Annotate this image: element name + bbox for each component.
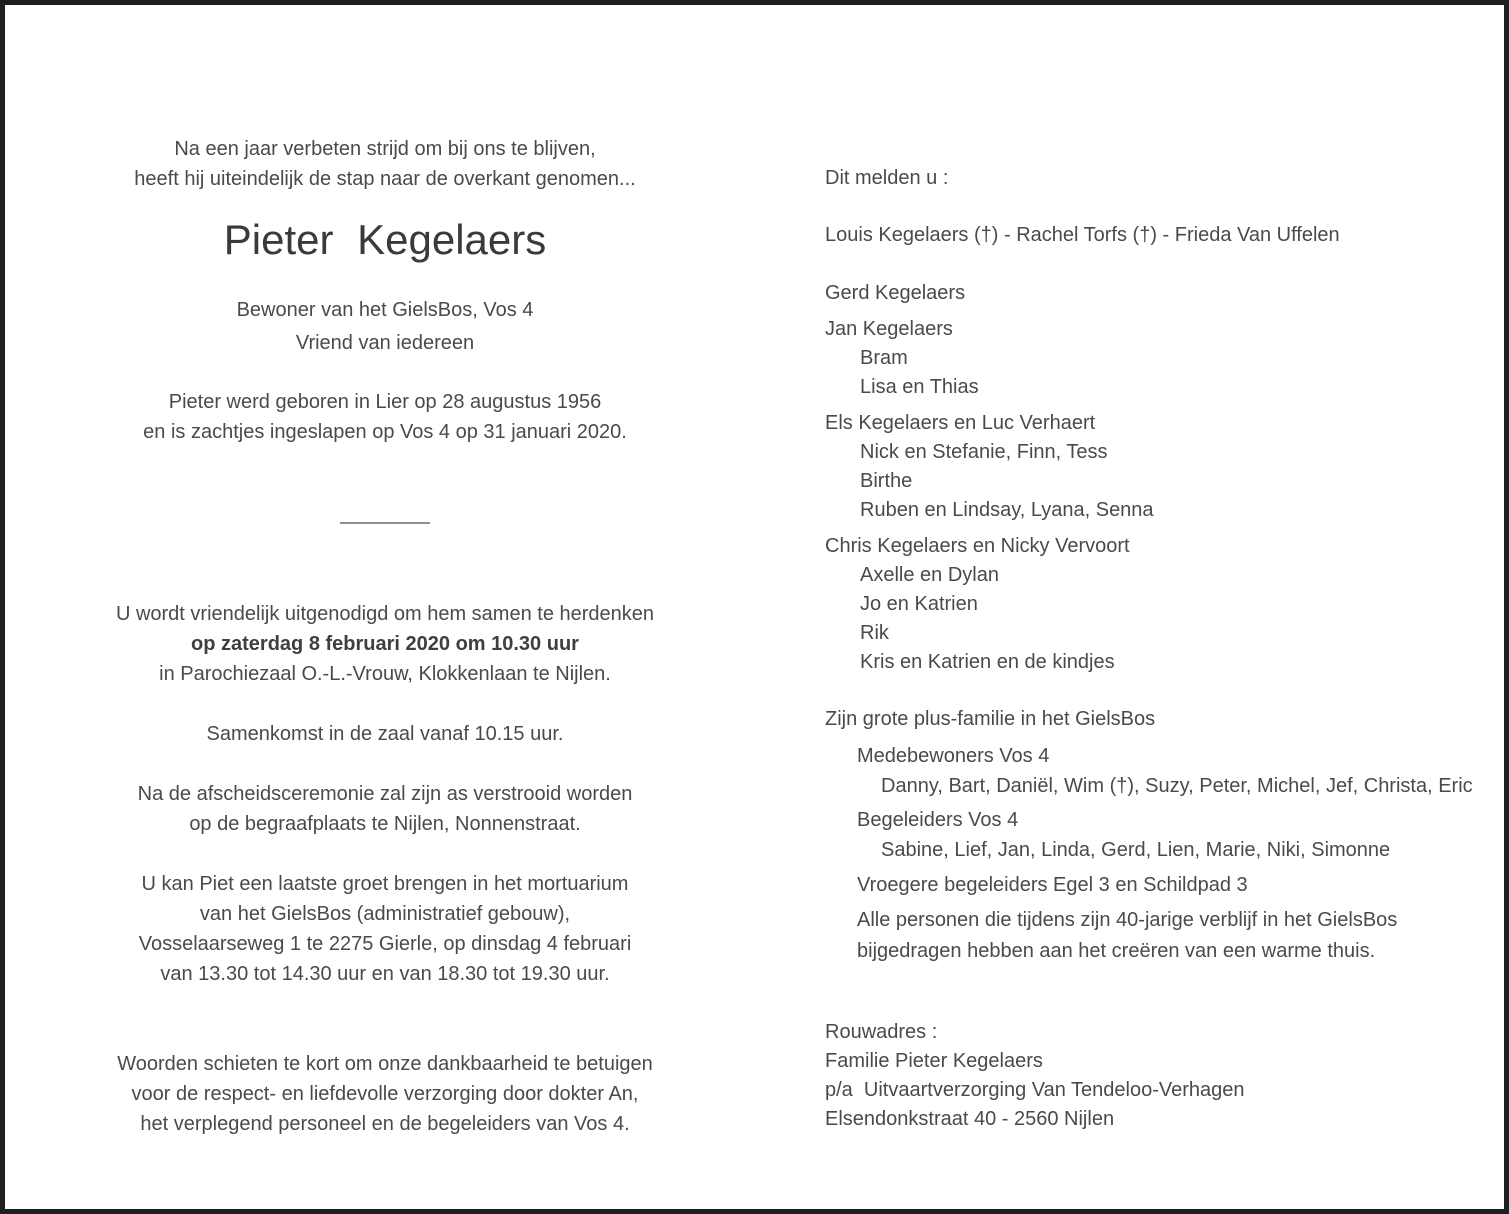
family-child: Jo en Katrien	[860, 593, 978, 615]
ceremony-date-line: op zaterdag 8 februari 2020 om 10.30 uur	[191, 633, 579, 655]
gathering-line: Samenkomst in de zaal vanaf 10.15 uur.	[206, 723, 564, 745]
mortuary-line-4: van 13.30 tot 14.30 uur en van 18.30 tot 19.30 uur.	[160, 963, 610, 985]
family-child: Bram	[860, 347, 908, 369]
mortuary-line-3: Vosselaarseweg 1 te 2275 Gierle, op dinsdag 4 februari	[138, 933, 632, 955]
family-group	[825, 315, 1485, 402]
family-head: Jan Kegelaers	[825, 318, 953, 340]
plus-family-heading: Zijn grote plus-familie in het GielsBos	[825, 708, 1156, 730]
family-group	[825, 279, 1485, 308]
family-group	[825, 532, 1485, 677]
mortuary-paragraph	[55, 869, 715, 989]
family-child: Rik	[860, 622, 889, 644]
residence-line: Bewoner van het GielsBos, Vos 4	[236, 299, 534, 321]
thanks-line-3: het verplegend personeel en de begeleiders van Vos 4.	[140, 1113, 630, 1135]
thanks-line-2: voor de respect- en liefdevolle verzorging door dokter An,	[131, 1083, 639, 1105]
intro-line-2: heeft hij uiteindelijk de stap naar de overkant genomen...	[134, 168, 636, 190]
family-head: Chris Kegelaers en Nicky Vervoort	[825, 535, 1130, 557]
former-caregivers-line: Vroegere begeleiders Egel 3 en Schildpad 3	[857, 874, 1248, 896]
all-persons-paragraph	[825, 905, 1485, 967]
intro-line-1: Na een jaar verbeten strijd om bij ons te blijven,	[174, 138, 596, 160]
ashes-paragraph	[55, 779, 715, 839]
family-child: Kris en Katrien en de kindjes	[860, 651, 1115, 673]
plus-group-label: Medebewoners Vos 4	[857, 745, 1050, 767]
right-column	[825, 164, 1485, 1134]
friend-line: Vriend van iedereen	[295, 332, 475, 354]
former-caregivers	[825, 870, 1485, 900]
ashes-line-1: Na de afscheidsceremonie zal zijn as verstrooid worden	[137, 783, 633, 805]
announce-label: Dit melden u :	[825, 167, 949, 189]
mourning-address-label: Rouwadres :	[825, 1021, 938, 1043]
left-column	[55, 134, 715, 1139]
mortuary-line-1: U kan Piet een laatste groet brengen in het mortuarium	[141, 873, 629, 895]
ashes-line-2: op de begraafplaats te Nijlen, Nonnenstraat.	[189, 813, 581, 835]
gathering-paragraph	[55, 719, 715, 749]
mourning-address-line: Elsendonkstraat 40 - 2560 Nijlen	[825, 1108, 1115, 1130]
mourning-address-line: Familie Pieter Kegelaers	[825, 1050, 1043, 1072]
plus-group-names: Sabine, Lief, Jan, Linda, Gerd, Lien, Marie, Niki, Simonne	[881, 839, 1391, 861]
deceased-subtitle	[55, 294, 715, 360]
family-child: Ruben en Lindsay, Lyana, Senna	[860, 499, 1154, 521]
mortuary-line-2: van het GielsBos (administratief gebouw),	[199, 903, 571, 925]
family-group	[825, 409, 1485, 525]
invite-line-3: in Parochiezaal O.-L.-Vrouw, Klokkenlaan te Nijlen.	[159, 663, 611, 685]
family-child: Axelle en Dylan	[860, 564, 999, 586]
death-line: en is zachtjes ingeslapen op Vos 4 op 31 januari 2020.	[143, 421, 627, 443]
family-head: Gerd Kegelaers	[825, 282, 966, 304]
deceased-name: Pieter Kegelaers	[223, 216, 547, 263]
mourning-address-block	[825, 1018, 1485, 1134]
plus-family-group	[825, 805, 1485, 865]
thanks-line-1: Woorden schieten te kort om onze dankbaarheid te betuigen	[117, 1053, 653, 1075]
plus-group-names: Danny, Bart, Daniël, Wim (†), Suzy, Peter, Michel, Jef, Christa, Eric	[881, 775, 1473, 797]
invitation-paragraph	[55, 599, 715, 689]
all-persons-line-2: bijgedragen hebben aan het creëren van een warme thuis.	[857, 940, 1376, 962]
all-persons-line-1: Alle personen die tijdens zijn 40-jarige verblijf in het GielsBos	[857, 909, 1398, 931]
plus-group-label: Begeleiders Vos 4	[857, 809, 1019, 831]
divider-rule	[340, 522, 430, 524]
family-child: Birthe	[860, 470, 913, 492]
invite-line-1: U wordt vriendelijk uitgenodigd om hem samen te herdenken	[115, 603, 655, 625]
mourning-address-line: p/a Uitvaartverzorging Van Tendeloo-Verhagen	[825, 1079, 1245, 1101]
birth-death-dates	[55, 387, 715, 447]
parents-line: Louis Kegelaers (†) - Rachel Torfs (†) - Frieda Van Uffelen	[825, 224, 1340, 246]
family-child: Lisa en Thias	[860, 376, 979, 398]
family-child: Nick en Stefanie, Finn, Tess	[860, 441, 1108, 463]
intro-verse	[55, 134, 715, 194]
plus-family-group	[825, 741, 1485, 801]
birth-line: Pieter werd geboren in Lier op 28 augustus 1956	[168, 391, 602, 413]
gratitude-paragraph	[55, 1049, 715, 1139]
family-head: Els Kegelaers en Luc Verhaert	[825, 412, 1096, 434]
